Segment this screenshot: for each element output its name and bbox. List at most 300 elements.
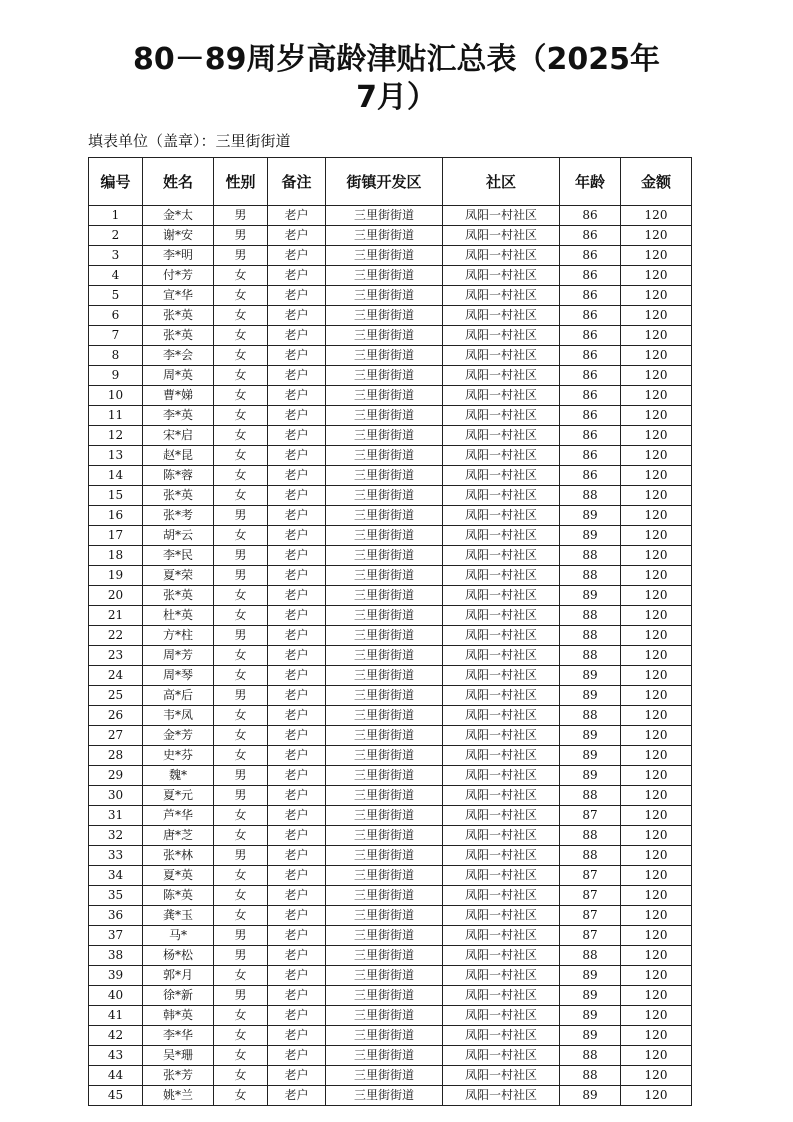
subdistrict-cell: 三里街街道 bbox=[326, 826, 443, 846]
gender-cell: 女 bbox=[214, 366, 268, 386]
person-name-cell: 陈*蓉 bbox=[143, 466, 214, 486]
column-header-subdistrict: 街镇开发区 bbox=[326, 158, 443, 206]
age-cell: 89 bbox=[560, 986, 621, 1006]
amount-cell: 120 bbox=[621, 566, 692, 586]
community-cell: 凤阳一村社区 bbox=[443, 326, 560, 346]
community-cell: 凤阳一村社区 bbox=[443, 766, 560, 786]
amount-cell: 120 bbox=[621, 786, 692, 806]
table-row bbox=[89, 666, 692, 686]
gender-cell: 男 bbox=[214, 246, 268, 266]
row-id-cell: 42 bbox=[89, 1026, 143, 1046]
table-row bbox=[89, 366, 692, 386]
note-cell: 老户 bbox=[268, 646, 326, 666]
person-name-cell: 李*华 bbox=[143, 1026, 214, 1046]
amount-cell: 120 bbox=[621, 826, 692, 846]
person-name-cell: 张*芳 bbox=[143, 1066, 214, 1086]
row-id-cell: 27 bbox=[89, 726, 143, 746]
gender-cell: 女 bbox=[214, 1046, 268, 1066]
gender-cell: 男 bbox=[214, 626, 268, 646]
community-cell: 凤阳一村社区 bbox=[443, 726, 560, 746]
table-row bbox=[89, 526, 692, 546]
person-name-cell: 芦*华 bbox=[143, 806, 214, 826]
age-cell: 88 bbox=[560, 1046, 621, 1066]
gender-cell: 女 bbox=[214, 1006, 268, 1026]
community-cell: 凤阳一村社区 bbox=[443, 646, 560, 666]
amount-cell: 120 bbox=[621, 446, 692, 466]
row-id-cell: 36 bbox=[89, 906, 143, 926]
community-cell: 凤阳一村社区 bbox=[443, 426, 560, 446]
note-cell: 老户 bbox=[268, 206, 326, 226]
note-cell: 老户 bbox=[268, 246, 326, 266]
gender-cell: 男 bbox=[214, 226, 268, 246]
amount-cell: 120 bbox=[621, 606, 692, 626]
subdistrict-cell: 三里街街道 bbox=[326, 986, 443, 1006]
amount-cell: 120 bbox=[621, 346, 692, 366]
subdistrict-cell: 三里街街道 bbox=[326, 266, 443, 286]
person-name-cell: 郭*月 bbox=[143, 966, 214, 986]
row-id-cell: 14 bbox=[89, 466, 143, 486]
community-cell: 凤阳一村社区 bbox=[443, 986, 560, 1006]
subdistrict-cell: 三里街街道 bbox=[326, 386, 443, 406]
person-name-cell: 张*考 bbox=[143, 506, 214, 526]
gender-cell: 女 bbox=[214, 486, 268, 506]
amount-cell: 120 bbox=[621, 766, 692, 786]
age-cell: 89 bbox=[560, 1006, 621, 1026]
amount-cell: 120 bbox=[621, 686, 692, 706]
subdistrict-cell: 三里街街道 bbox=[326, 746, 443, 766]
note-cell: 老户 bbox=[268, 886, 326, 906]
person-name-cell: 曹*娣 bbox=[143, 386, 214, 406]
person-name-cell: 高*后 bbox=[143, 686, 214, 706]
age-cell: 88 bbox=[560, 826, 621, 846]
person-name-cell: 马* bbox=[143, 926, 214, 946]
person-name-cell: 吴*珊 bbox=[143, 1046, 214, 1066]
person-name-cell: 宣*华 bbox=[143, 286, 214, 306]
table-row bbox=[89, 886, 692, 906]
gender-cell: 女 bbox=[214, 746, 268, 766]
subdistrict-cell: 三里街街道 bbox=[326, 346, 443, 366]
row-id-cell: 23 bbox=[89, 646, 143, 666]
gender-cell: 女 bbox=[214, 1026, 268, 1046]
table-row bbox=[89, 906, 692, 926]
subdistrict-cell: 三里街街道 bbox=[326, 886, 443, 906]
age-cell: 87 bbox=[560, 926, 621, 946]
age-cell: 88 bbox=[560, 786, 621, 806]
community-cell: 凤阳一村社区 bbox=[443, 906, 560, 926]
community-cell: 凤阳一村社区 bbox=[443, 246, 560, 266]
note-cell: 老户 bbox=[268, 866, 326, 886]
amount-cell: 120 bbox=[621, 906, 692, 926]
age-cell: 88 bbox=[560, 706, 621, 726]
community-cell: 凤阳一村社区 bbox=[443, 366, 560, 386]
gender-cell: 男 bbox=[214, 786, 268, 806]
subdistrict-cell: 三里街街道 bbox=[326, 286, 443, 306]
row-id-cell: 4 bbox=[89, 266, 143, 286]
subdistrict-cell: 三里街街道 bbox=[326, 786, 443, 806]
person-name-cell: 唐*芝 bbox=[143, 826, 214, 846]
row-id-cell: 11 bbox=[89, 406, 143, 426]
amount-cell: 120 bbox=[621, 326, 692, 346]
table-row bbox=[89, 646, 692, 666]
community-cell: 凤阳一村社区 bbox=[443, 686, 560, 706]
community-cell: 凤阳一村社区 bbox=[443, 846, 560, 866]
person-name-cell: 夏*荣 bbox=[143, 566, 214, 586]
community-cell: 凤阳一村社区 bbox=[443, 566, 560, 586]
note-cell: 老户 bbox=[268, 286, 326, 306]
note-cell: 老户 bbox=[268, 626, 326, 646]
community-cell: 凤阳一村社区 bbox=[443, 346, 560, 366]
amount-cell: 120 bbox=[621, 266, 692, 286]
subdistrict-cell: 三里街街道 bbox=[326, 246, 443, 266]
community-cell: 凤阳一村社区 bbox=[443, 266, 560, 286]
age-cell: 89 bbox=[560, 746, 621, 766]
row-id-cell: 34 bbox=[89, 866, 143, 886]
subdistrict-cell: 三里街街道 bbox=[326, 226, 443, 246]
table-row bbox=[89, 566, 692, 586]
table-row bbox=[89, 746, 692, 766]
amount-cell: 120 bbox=[621, 706, 692, 726]
amount-cell: 120 bbox=[621, 286, 692, 306]
amount-cell: 120 bbox=[621, 626, 692, 646]
subdistrict-cell: 三里街街道 bbox=[326, 646, 443, 666]
amount-cell: 120 bbox=[621, 1006, 692, 1026]
age-cell: 88 bbox=[560, 626, 621, 646]
age-cell: 86 bbox=[560, 286, 621, 306]
row-id-cell: 7 bbox=[89, 326, 143, 346]
note-cell: 老户 bbox=[268, 1046, 326, 1066]
note-cell: 老户 bbox=[268, 486, 326, 506]
community-cell: 凤阳一村社区 bbox=[443, 466, 560, 486]
person-name-cell: 姚*兰 bbox=[143, 1086, 214, 1106]
note-cell: 老户 bbox=[268, 1006, 326, 1026]
gender-cell: 女 bbox=[214, 826, 268, 846]
person-name-cell: 付*芳 bbox=[143, 266, 214, 286]
subdistrict-cell: 三里街街道 bbox=[326, 366, 443, 386]
age-cell: 89 bbox=[560, 526, 621, 546]
note-cell: 老户 bbox=[268, 326, 326, 346]
amount-cell: 120 bbox=[621, 666, 692, 686]
row-id-cell: 10 bbox=[89, 386, 143, 406]
community-cell: 凤阳一村社区 bbox=[443, 666, 560, 686]
community-cell: 凤阳一村社区 bbox=[443, 386, 560, 406]
note-cell: 老户 bbox=[268, 386, 326, 406]
age-cell: 86 bbox=[560, 246, 621, 266]
person-name-cell: 周*琴 bbox=[143, 666, 214, 686]
age-cell: 88 bbox=[560, 846, 621, 866]
table-row bbox=[89, 1026, 692, 1046]
column-header-name: 姓名 bbox=[143, 158, 214, 206]
person-name-cell: 胡*云 bbox=[143, 526, 214, 546]
community-cell: 凤阳一村社区 bbox=[443, 226, 560, 246]
community-cell: 凤阳一村社区 bbox=[443, 1006, 560, 1026]
person-name-cell: 张*林 bbox=[143, 846, 214, 866]
note-cell: 老户 bbox=[268, 806, 326, 826]
table-header-row bbox=[89, 158, 692, 206]
person-name-cell: 陈*英 bbox=[143, 886, 214, 906]
gender-cell: 女 bbox=[214, 446, 268, 466]
subdistrict-cell: 三里街街道 bbox=[326, 586, 443, 606]
amount-cell: 120 bbox=[621, 886, 692, 906]
note-cell: 老户 bbox=[268, 946, 326, 966]
community-cell: 凤阳一村社区 bbox=[443, 446, 560, 466]
row-id-cell: 24 bbox=[89, 666, 143, 686]
column-header-community: 社区 bbox=[443, 158, 560, 206]
gender-cell: 男 bbox=[214, 566, 268, 586]
age-cell: 88 bbox=[560, 486, 621, 506]
age-cell: 89 bbox=[560, 966, 621, 986]
age-cell: 87 bbox=[560, 886, 621, 906]
gender-cell: 男 bbox=[214, 206, 268, 226]
community-cell: 凤阳一村社区 bbox=[443, 1046, 560, 1066]
table-row bbox=[89, 626, 692, 646]
age-cell: 88 bbox=[560, 606, 621, 626]
age-cell: 86 bbox=[560, 426, 621, 446]
note-cell: 老户 bbox=[268, 526, 326, 546]
table-row bbox=[89, 586, 692, 606]
age-cell: 87 bbox=[560, 806, 621, 826]
amount-cell: 120 bbox=[621, 1046, 692, 1066]
reporting-unit: 填表单位（盖章）：三里街街道 bbox=[88, 132, 291, 150]
person-name-cell: 韩*英 bbox=[143, 1006, 214, 1026]
table-row bbox=[89, 446, 692, 466]
row-id-cell: 32 bbox=[89, 826, 143, 846]
table-row bbox=[89, 386, 692, 406]
table-row bbox=[89, 326, 692, 346]
table-row bbox=[89, 686, 692, 706]
gender-cell: 女 bbox=[214, 666, 268, 686]
row-id-cell: 45 bbox=[89, 1086, 143, 1106]
age-cell: 89 bbox=[560, 1026, 621, 1046]
table-row bbox=[89, 506, 692, 526]
amount-cell: 120 bbox=[621, 1086, 692, 1106]
gender-cell: 女 bbox=[214, 886, 268, 906]
age-cell: 86 bbox=[560, 366, 621, 386]
row-id-cell: 13 bbox=[89, 446, 143, 466]
age-cell: 86 bbox=[560, 326, 621, 346]
gender-cell: 男 bbox=[214, 926, 268, 946]
table-row bbox=[89, 346, 692, 366]
age-cell: 87 bbox=[560, 866, 621, 886]
column-header-amount: 金额 bbox=[621, 158, 692, 206]
gender-cell: 女 bbox=[214, 326, 268, 346]
gender-cell: 女 bbox=[214, 266, 268, 286]
community-cell: 凤阳一村社区 bbox=[443, 786, 560, 806]
community-cell: 凤阳一村社区 bbox=[443, 206, 560, 226]
note-cell: 老户 bbox=[268, 306, 326, 326]
amount-cell: 120 bbox=[621, 506, 692, 526]
row-id-cell: 9 bbox=[89, 366, 143, 386]
row-id-cell: 12 bbox=[89, 426, 143, 446]
column-header-note: 备注 bbox=[268, 158, 326, 206]
age-cell: 86 bbox=[560, 446, 621, 466]
table-row bbox=[89, 946, 692, 966]
subdistrict-cell: 三里街街道 bbox=[326, 926, 443, 946]
age-cell: 89 bbox=[560, 586, 621, 606]
subdistrict-cell: 三里街街道 bbox=[326, 966, 443, 986]
gender-cell: 男 bbox=[214, 506, 268, 526]
amount-cell: 120 bbox=[621, 866, 692, 886]
amount-cell: 120 bbox=[621, 546, 692, 566]
row-id-cell: 17 bbox=[89, 526, 143, 546]
age-cell: 86 bbox=[560, 466, 621, 486]
row-id-cell: 41 bbox=[89, 1006, 143, 1026]
row-id-cell: 8 bbox=[89, 346, 143, 366]
row-id-cell: 33 bbox=[89, 846, 143, 866]
row-id-cell: 6 bbox=[89, 306, 143, 326]
age-cell: 86 bbox=[560, 266, 621, 286]
subdistrict-cell: 三里街街道 bbox=[326, 546, 443, 566]
subdistrict-cell: 三里街街道 bbox=[326, 866, 443, 886]
table-row bbox=[89, 406, 692, 426]
amount-cell: 120 bbox=[621, 846, 692, 866]
community-cell: 凤阳一村社区 bbox=[443, 506, 560, 526]
gender-cell: 女 bbox=[214, 586, 268, 606]
person-name-cell: 张*英 bbox=[143, 326, 214, 346]
row-id-cell: 22 bbox=[89, 626, 143, 646]
amount-cell: 120 bbox=[621, 466, 692, 486]
age-cell: 89 bbox=[560, 666, 621, 686]
subdistrict-cell: 三里街街道 bbox=[326, 306, 443, 326]
table-row bbox=[89, 706, 692, 726]
amount-cell: 120 bbox=[621, 246, 692, 266]
amount-cell: 120 bbox=[621, 966, 692, 986]
gender-cell: 女 bbox=[214, 386, 268, 406]
person-name-cell: 张*英 bbox=[143, 486, 214, 506]
community-cell: 凤阳一村社区 bbox=[443, 586, 560, 606]
note-cell: 老户 bbox=[268, 406, 326, 426]
note-cell: 老户 bbox=[268, 566, 326, 586]
row-id-cell: 37 bbox=[89, 926, 143, 946]
row-id-cell: 2 bbox=[89, 226, 143, 246]
gender-cell: 男 bbox=[214, 986, 268, 1006]
subdistrict-cell: 三里街街道 bbox=[326, 1066, 443, 1086]
subdistrict-cell: 三里街街道 bbox=[326, 206, 443, 226]
person-name-cell: 龚*玉 bbox=[143, 906, 214, 926]
subdistrict-cell: 三里街街道 bbox=[326, 606, 443, 626]
row-id-cell: 35 bbox=[89, 886, 143, 906]
page-title: 80－89周岁高龄津贴汇总表（2025年 bbox=[133, 42, 660, 77]
community-cell: 凤阳一村社区 bbox=[443, 306, 560, 326]
community-cell: 凤阳一村社区 bbox=[443, 486, 560, 506]
community-cell: 凤阳一村社区 bbox=[443, 546, 560, 566]
age-cell: 86 bbox=[560, 346, 621, 366]
subdistrict-cell: 三里街街道 bbox=[326, 1086, 443, 1106]
table-row bbox=[89, 226, 692, 246]
table-row bbox=[89, 726, 692, 746]
subdistrict-cell: 三里街街道 bbox=[326, 686, 443, 706]
gender-cell: 女 bbox=[214, 426, 268, 446]
note-cell: 老户 bbox=[268, 346, 326, 366]
amount-cell: 120 bbox=[621, 806, 692, 826]
table-row bbox=[89, 926, 692, 946]
row-id-cell: 18 bbox=[89, 546, 143, 566]
row-id-cell: 44 bbox=[89, 1066, 143, 1086]
gender-cell: 女 bbox=[214, 866, 268, 886]
gender-cell: 男 bbox=[214, 846, 268, 866]
note-cell: 老户 bbox=[268, 786, 326, 806]
table-row bbox=[89, 786, 692, 806]
table-row bbox=[89, 286, 692, 306]
row-id-cell: 28 bbox=[89, 746, 143, 766]
community-cell: 凤阳一村社区 bbox=[443, 946, 560, 966]
gender-cell: 男 bbox=[214, 546, 268, 566]
table-row bbox=[89, 1066, 692, 1086]
subdistrict-cell: 三里街街道 bbox=[326, 766, 443, 786]
table-row bbox=[89, 1086, 692, 1106]
person-name-cell: 张*英 bbox=[143, 586, 214, 606]
note-cell: 老户 bbox=[268, 1086, 326, 1106]
amount-cell: 120 bbox=[621, 986, 692, 1006]
gender-cell: 女 bbox=[214, 806, 268, 826]
subdistrict-cell: 三里街街道 bbox=[326, 906, 443, 926]
note-cell: 老户 bbox=[268, 686, 326, 706]
table-row bbox=[89, 466, 692, 486]
subdistrict-cell: 三里街街道 bbox=[326, 1026, 443, 1046]
amount-cell: 120 bbox=[621, 746, 692, 766]
gender-cell: 女 bbox=[214, 466, 268, 486]
row-id-cell: 20 bbox=[89, 586, 143, 606]
community-cell: 凤阳一村社区 bbox=[443, 526, 560, 546]
age-cell: 86 bbox=[560, 406, 621, 426]
page-title-continued: 7月） bbox=[356, 80, 437, 115]
note-cell: 老户 bbox=[268, 446, 326, 466]
community-cell: 凤阳一村社区 bbox=[443, 866, 560, 886]
person-name-cell: 夏*元 bbox=[143, 786, 214, 806]
person-name-cell: 金*太 bbox=[143, 206, 214, 226]
subdistrict-cell: 三里街街道 bbox=[326, 726, 443, 746]
person-name-cell: 张*英 bbox=[143, 306, 214, 326]
note-cell: 老户 bbox=[268, 826, 326, 846]
row-id-cell: 5 bbox=[89, 286, 143, 306]
note-cell: 老户 bbox=[268, 706, 326, 726]
table-row bbox=[89, 826, 692, 846]
subdistrict-cell: 三里街街道 bbox=[326, 326, 443, 346]
gender-cell: 女 bbox=[214, 1066, 268, 1086]
amount-cell: 120 bbox=[621, 946, 692, 966]
note-cell: 老户 bbox=[268, 726, 326, 746]
column-header-gender: 性别 bbox=[214, 158, 268, 206]
subdistrict-cell: 三里街街道 bbox=[326, 566, 443, 586]
subdistrict-cell: 三里街街道 bbox=[326, 1046, 443, 1066]
note-cell: 老户 bbox=[268, 966, 326, 986]
note-cell: 老户 bbox=[268, 366, 326, 386]
person-name-cell: 李*英 bbox=[143, 406, 214, 426]
community-cell: 凤阳一村社区 bbox=[443, 286, 560, 306]
amount-cell: 120 bbox=[621, 206, 692, 226]
age-cell: 89 bbox=[560, 686, 621, 706]
subdistrict-cell: 三里街街道 bbox=[326, 506, 443, 526]
row-id-cell: 19 bbox=[89, 566, 143, 586]
table-row bbox=[89, 806, 692, 826]
person-name-cell: 韦*凤 bbox=[143, 706, 214, 726]
note-cell: 老户 bbox=[268, 1066, 326, 1086]
note-cell: 老户 bbox=[268, 226, 326, 246]
gender-cell: 女 bbox=[214, 906, 268, 926]
person-name-cell: 徐*新 bbox=[143, 986, 214, 1006]
amount-cell: 120 bbox=[621, 646, 692, 666]
community-cell: 凤阳一村社区 bbox=[443, 966, 560, 986]
amount-cell: 120 bbox=[621, 386, 692, 406]
gender-cell: 男 bbox=[214, 946, 268, 966]
table-row bbox=[89, 546, 692, 566]
person-name-cell: 李*民 bbox=[143, 546, 214, 566]
age-cell: 86 bbox=[560, 206, 621, 226]
table-row bbox=[89, 866, 692, 886]
person-name-cell: 夏*英 bbox=[143, 866, 214, 886]
table-body bbox=[89, 206, 692, 1106]
note-cell: 老户 bbox=[268, 846, 326, 866]
age-cell: 86 bbox=[560, 306, 621, 326]
